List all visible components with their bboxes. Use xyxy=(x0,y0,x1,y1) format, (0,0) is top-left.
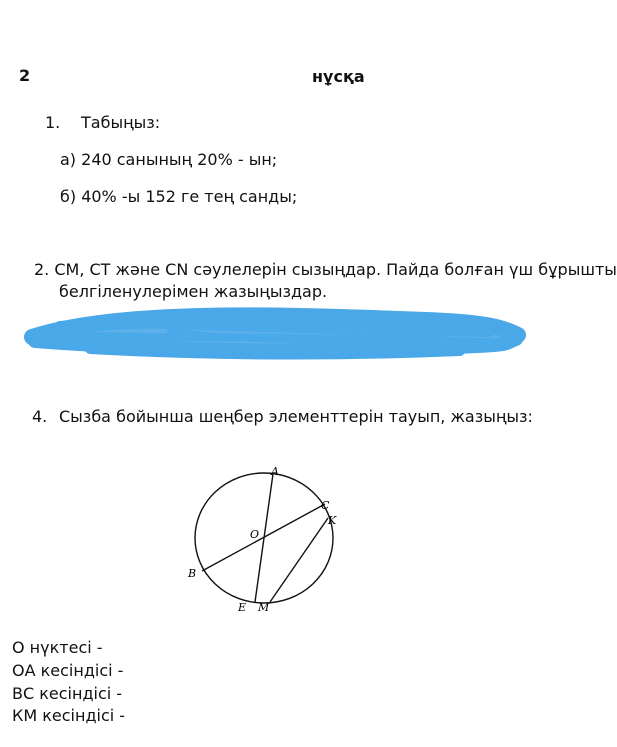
answer-line: О нүктесі - xyxy=(12,638,103,657)
variant-number: 2 xyxy=(19,66,31,85)
answer-line: КМ кесіндісі - xyxy=(12,706,126,725)
task1-item-b: б) 40% -ы 152 ге тең санды; xyxy=(60,187,298,206)
line-KM xyxy=(270,518,328,602)
label-C: C xyxy=(321,499,330,512)
task4-number: 4. xyxy=(32,407,48,426)
task2-line1: 2. CM, CT және CN сәулелерін сызыңдар. Пайда болған үш бұрышты xyxy=(34,260,617,279)
label-E: E xyxy=(238,601,247,614)
task2-line2: белгіленулерімен жазыңыздар. xyxy=(59,282,328,301)
line-BC xyxy=(202,504,325,571)
label-B: B xyxy=(188,567,197,580)
variant-title: нұсқа xyxy=(312,67,365,86)
task1-text: Табыңыз: xyxy=(81,113,161,132)
scribble-redaction xyxy=(20,305,530,365)
task1-item-a: а) 240 санының 20% - ын; xyxy=(60,150,278,169)
label-M: M xyxy=(258,601,270,614)
label-K: K xyxy=(328,514,337,527)
answer-line: ОА кесіндісі - xyxy=(12,661,124,680)
task4-text: Сызба бойынша шеңбер элементтерін тауып, жазыңыз: xyxy=(59,407,533,426)
label-A: A xyxy=(271,465,279,478)
label-O: O xyxy=(250,528,260,541)
circle-figure xyxy=(180,460,350,620)
task1-number: 1. xyxy=(45,113,61,132)
answer-line: ВС кесіндісі - xyxy=(12,684,123,703)
